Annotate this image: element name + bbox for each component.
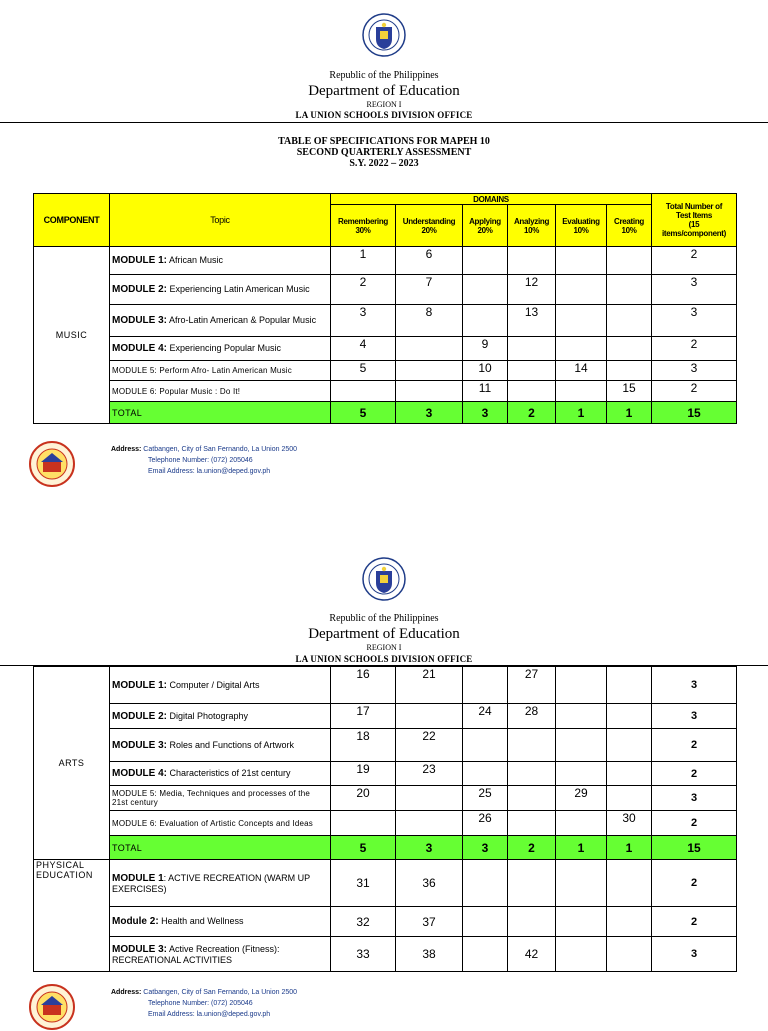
item-number: 30 <box>607 811 652 836</box>
pct: 30% <box>355 225 371 235</box>
item-number: 24 <box>463 704 508 729</box>
item-number <box>508 860 556 907</box>
topic-cell <box>110 762 331 786</box>
total-label: TOTAL <box>110 402 331 424</box>
table-row <box>34 786 737 811</box>
component-cell: MUSIC <box>34 247 110 424</box>
row-total: 3 <box>652 786 737 811</box>
division-office-text: LA UNION SCHOOLS DIVISION OFFICE <box>295 110 473 120</box>
item-number: 17 <box>331 704 396 729</box>
title-line-2: SECOND QUARTERLY ASSESSMENT <box>296 147 472 158</box>
total-number: 1 <box>607 402 652 424</box>
total-number: 1 <box>556 836 607 860</box>
address-text: Catbangen, City of San Fernando, La Union 2500 <box>143 446 298 453</box>
total-number: 3 <box>463 836 508 860</box>
col-component: COMPONENT <box>34 194 110 247</box>
item-number <box>607 937 652 972</box>
module-label: MODULE 3: <box>112 943 167 955</box>
topic-text: Computer / Digital Arts <box>167 679 260 690</box>
label: Applying <box>469 216 501 226</box>
table-row <box>34 860 737 907</box>
total-l3: (15 <box>688 220 700 229</box>
component-cell: ARTS <box>34 667 110 860</box>
row-total: 3 <box>652 667 737 704</box>
item-number: 15 <box>607 381 652 402</box>
item-number <box>556 762 607 786</box>
item-number: 6 <box>396 247 463 275</box>
arts-pe-spec-table <box>33 666 737 972</box>
table-row <box>34 937 737 972</box>
label: Analyzing <box>513 216 550 226</box>
division-office-text: LA UNION SCHOOLS DIVISION OFFICE <box>295 654 473 664</box>
email-text: Email Address: la.union@deped.gov.ph <box>148 468 271 475</box>
topic-cell <box>110 811 331 836</box>
item-number: 3 <box>331 305 396 337</box>
republic-text: Republic of the Philippines <box>329 70 439 81</box>
topic-text: Characteristics of 21st century <box>167 768 291 778</box>
item-number: 13 <box>508 305 556 337</box>
item-number: 5 <box>331 361 396 381</box>
phone-text: Telephone Number: (072) 205046 <box>148 1000 253 1007</box>
pe-rows <box>34 860 737 972</box>
item-number: 36 <box>396 860 463 907</box>
arts-rows <box>34 667 737 860</box>
item-number <box>463 729 508 762</box>
topic-cell <box>110 704 331 729</box>
row-total: 3 <box>652 937 737 972</box>
item-number: 19 <box>331 762 396 786</box>
total-l2: Test Items <box>676 211 712 220</box>
table-row <box>34 704 737 729</box>
item-number: 10 <box>463 361 508 381</box>
row-total: 2 <box>652 729 737 762</box>
item-number <box>556 729 607 762</box>
item-number <box>508 786 556 811</box>
email-text: Email Address: la.union@deped.gov.ph <box>148 1011 271 1018</box>
topic-text: Health and Wellness <box>158 916 244 926</box>
item-number: 12 <box>508 275 556 305</box>
item-number <box>607 729 652 762</box>
item-number: 14 <box>556 361 607 381</box>
item-number: 21 <box>396 667 463 704</box>
item-number <box>463 860 508 907</box>
item-number <box>607 667 652 704</box>
item-number <box>556 704 607 729</box>
item-number <box>508 811 556 836</box>
col-domains: DOMAINS <box>331 194 652 205</box>
item-number: 29 <box>556 786 607 811</box>
item-number: 37 <box>396 907 463 937</box>
total-number: 3 <box>396 836 463 860</box>
topic-text: Roles and Functions of Artwork <box>167 739 295 750</box>
item-number <box>508 729 556 762</box>
table-row <box>34 729 737 762</box>
total-number: 2 <box>508 402 556 424</box>
topic-cell <box>110 937 331 972</box>
address-label: Address: <box>111 989 142 996</box>
module-label: MODULE 1: <box>112 255 167 266</box>
item-number: 31 <box>331 860 396 907</box>
topic-text: Experiencing Latin American Music <box>167 284 310 294</box>
item-number: 9 <box>463 337 508 361</box>
item-number <box>556 937 607 972</box>
row-total: 2 <box>652 907 737 937</box>
module-label: MODULE 2: <box>112 284 167 295</box>
item-number <box>556 907 607 937</box>
label: Creating <box>613 216 645 226</box>
department-title: Department of Education <box>308 626 460 642</box>
topic-text: MODULE 5: Media, Techniques and processes of the 21st century <box>112 789 310 807</box>
item-number <box>463 762 508 786</box>
topic-text: Afro-Latin American & Popular Music <box>167 315 317 325</box>
topic-text: Active Recreation (Fitness): RECREATIONAL ACTIVITIES <box>112 943 280 965</box>
row-total: 2 <box>652 247 737 275</box>
label: Remembering <box>337 216 389 226</box>
item-number: 26 <box>463 811 508 836</box>
total-number: 3 <box>396 402 463 424</box>
total-l1: Total Number of <box>665 202 723 211</box>
topic-cell <box>110 729 331 762</box>
topic-cell <box>110 667 331 704</box>
title-line-3: S.Y. 2022 – 2023 <box>349 158 419 169</box>
module-label: MODULE 3: <box>112 315 167 326</box>
item-number: 20 <box>331 786 396 811</box>
pct: 10% <box>621 225 637 235</box>
item-number: 28 <box>508 704 556 729</box>
table-row <box>34 811 737 836</box>
item-number: 32 <box>331 907 396 937</box>
grand-total: 15 <box>652 402 737 424</box>
topic-cell <box>110 786 331 811</box>
item-number <box>607 786 652 811</box>
item-number <box>396 786 463 811</box>
grand-total: 15 <box>652 836 737 860</box>
topic-cell <box>110 860 331 907</box>
row-total: 2 <box>652 860 737 907</box>
item-number <box>556 811 607 836</box>
label: Evaluating <box>562 216 600 226</box>
module-label: MODULE 4: <box>112 343 167 354</box>
item-number <box>396 704 463 729</box>
pct: 20% <box>477 225 493 235</box>
total-row <box>34 836 737 860</box>
item-number <box>508 762 556 786</box>
table-row <box>34 667 737 704</box>
item-number: 2 <box>331 275 396 305</box>
pct: 10% <box>523 225 540 235</box>
item-number: 23 <box>396 762 463 786</box>
module-label: MODULE 1: <box>112 679 167 691</box>
item-number <box>607 860 652 907</box>
total-number: 5 <box>331 402 396 424</box>
topic-text: MODULE 5: Perform Afro- Latin American Music <box>112 366 292 375</box>
item-number: 33 <box>331 937 396 972</box>
table-row <box>34 762 737 786</box>
region-text: REGION I <box>366 100 402 109</box>
phone-text: Telephone Number: (072) 205046 <box>148 457 253 464</box>
topic-text: African Music <box>167 255 224 265</box>
row-total: 2 <box>652 381 737 402</box>
item-number <box>607 704 652 729</box>
item-number <box>331 811 396 836</box>
total-number: 5 <box>331 836 396 860</box>
component-cell: PHYSICAL EDUCATION <box>34 860 110 972</box>
item-number <box>463 667 508 704</box>
item-number <box>463 907 508 937</box>
topic-cell <box>110 907 331 937</box>
department-title: Department of Education <box>308 83 460 99</box>
item-number: 22 <box>396 729 463 762</box>
item-number: 42 <box>508 937 556 972</box>
item-number: 7 <box>396 275 463 305</box>
col-topic: Topic <box>110 194 331 247</box>
total-number: 3 <box>463 402 508 424</box>
deped-seal-icon <box>362 557 406 601</box>
topic-text: : ACTIVE RECREATION (WARM UP EXERCISES) <box>112 872 311 894</box>
address-label: Address: <box>111 446 142 453</box>
total-number: 1 <box>556 402 607 424</box>
item-number <box>396 811 463 836</box>
topic-text: MODULE 6: Evaluation of Artistic Concepts and Ideas <box>112 818 313 828</box>
module-label: Module 2: <box>112 916 159 927</box>
row-total: 2 <box>652 762 737 786</box>
title-line-1: TABLE OF SPECIFICATIONS FOR MAPEH 10 <box>278 136 490 147</box>
module-label: MODULE 1 <box>112 872 164 884</box>
table-row <box>34 907 737 937</box>
row-total: 2 <box>652 337 737 361</box>
item-number <box>556 860 607 907</box>
item-number: 25 <box>463 786 508 811</box>
item-number: 38 <box>396 937 463 972</box>
label: Understanding <box>402 216 456 226</box>
item-number <box>463 937 508 972</box>
item-number <box>508 907 556 937</box>
item-number: 11 <box>463 381 508 402</box>
item-number <box>556 667 607 704</box>
topic-text: Digital Photography <box>167 710 249 721</box>
item-number: 1 <box>331 247 396 275</box>
item-number: 27 <box>508 667 556 704</box>
pct: 20% <box>421 225 437 235</box>
item-number <box>607 907 652 937</box>
republic-text: Republic of the Philippines <box>329 613 439 624</box>
item-number: 4 <box>331 337 396 361</box>
item-number: 16 <box>331 667 396 704</box>
item-number: 18 <box>331 729 396 762</box>
region-text: REGION I <box>366 643 402 652</box>
row-total: 2 <box>652 811 737 836</box>
module-label: MODULE 2: <box>112 710 167 722</box>
module-label: MODULE 3: <box>112 739 167 751</box>
total-label: TOTAL <box>110 836 331 860</box>
total-number: 1 <box>607 836 652 860</box>
row-total: 3 <box>652 305 737 337</box>
address-block <box>111 987 411 1020</box>
topic-text: MODULE 6: Popular Music : Do It! <box>112 386 241 396</box>
item-number: 8 <box>396 305 463 337</box>
item-number <box>607 762 652 786</box>
row-total: 3 <box>652 361 737 381</box>
row-total: 3 <box>652 275 737 305</box>
row-total: 3 <box>652 704 737 729</box>
module-label: MODULE 4: <box>112 768 167 779</box>
pct: 10% <box>573 225 589 235</box>
topic-text: Experiencing Popular Music <box>167 343 282 353</box>
total-l4: items/component) <box>661 229 727 238</box>
address-text: Catbangen, City of San Fernando, La Union 2500 <box>143 989 298 996</box>
total-number: 2 <box>508 836 556 860</box>
